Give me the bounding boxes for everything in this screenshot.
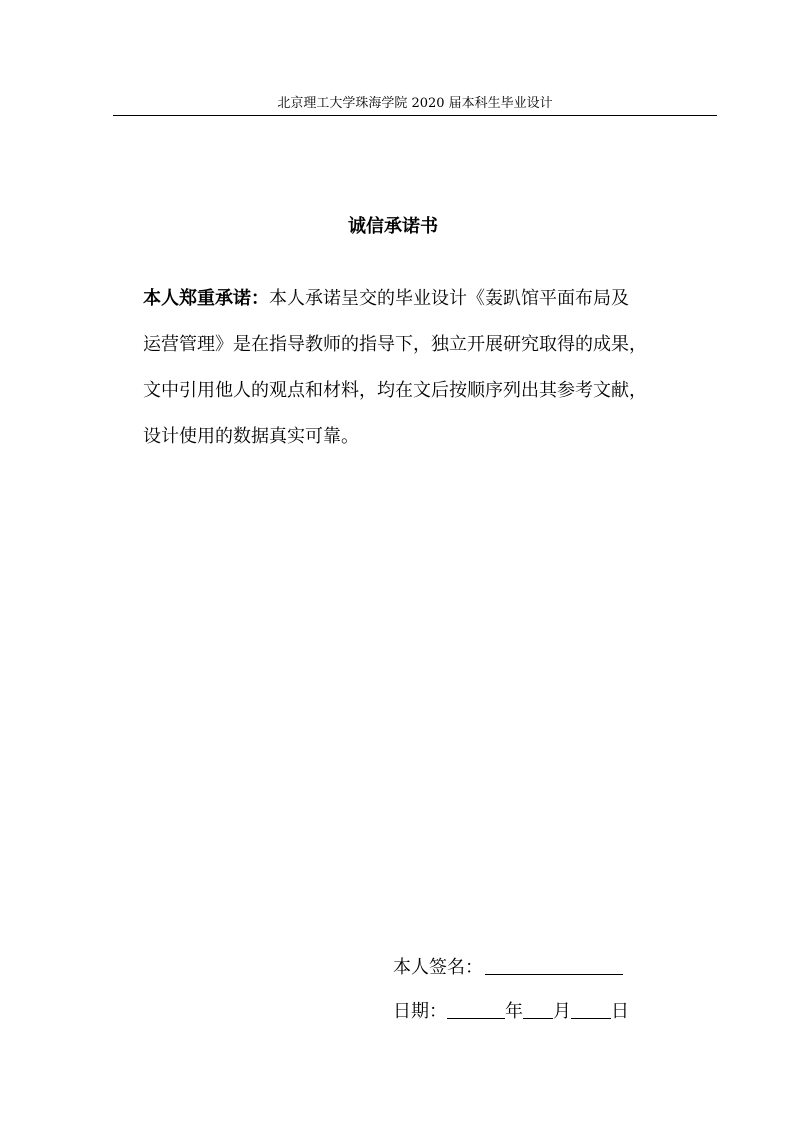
date-row: [393, 998, 629, 1025]
statement-line-1: [143, 286, 629, 312]
statement-line-2: 运营管理》是在指导教师的指导下，独立开展研究取得的成果，: [143, 334, 647, 355]
year-blank: [447, 1000, 505, 1019]
statement-line-1-text: 本人承诺呈交的毕业设计《轰趴馆平面布局及: [269, 288, 629, 309]
month-label: 月: [553, 1001, 571, 1022]
day-blank: [571, 1000, 611, 1019]
year-label: 年: [505, 1001, 523, 1022]
statement-line-4: 设计使用的数据真实可靠。: [143, 426, 359, 447]
signature-label: 本人签名：: [393, 957, 483, 978]
signature-row: [393, 954, 623, 981]
page-title: 诚信承诺书: [348, 216, 438, 237]
statement-lead: 本人郑重承诺：: [143, 288, 269, 309]
header-divider: [113, 115, 717, 116]
statement-line-3: 文中引用他人的观点和材料，均在文后按顺序列出其参考文献，: [143, 380, 647, 401]
running-header: 北京理工大学珠海学院 2020 届本科生毕业设计: [277, 96, 553, 111]
date-label: 日期：: [393, 1001, 447, 1022]
day-label: 日: [611, 1001, 629, 1022]
month-blank: [523, 1000, 553, 1019]
signature-blank: [485, 956, 623, 975]
